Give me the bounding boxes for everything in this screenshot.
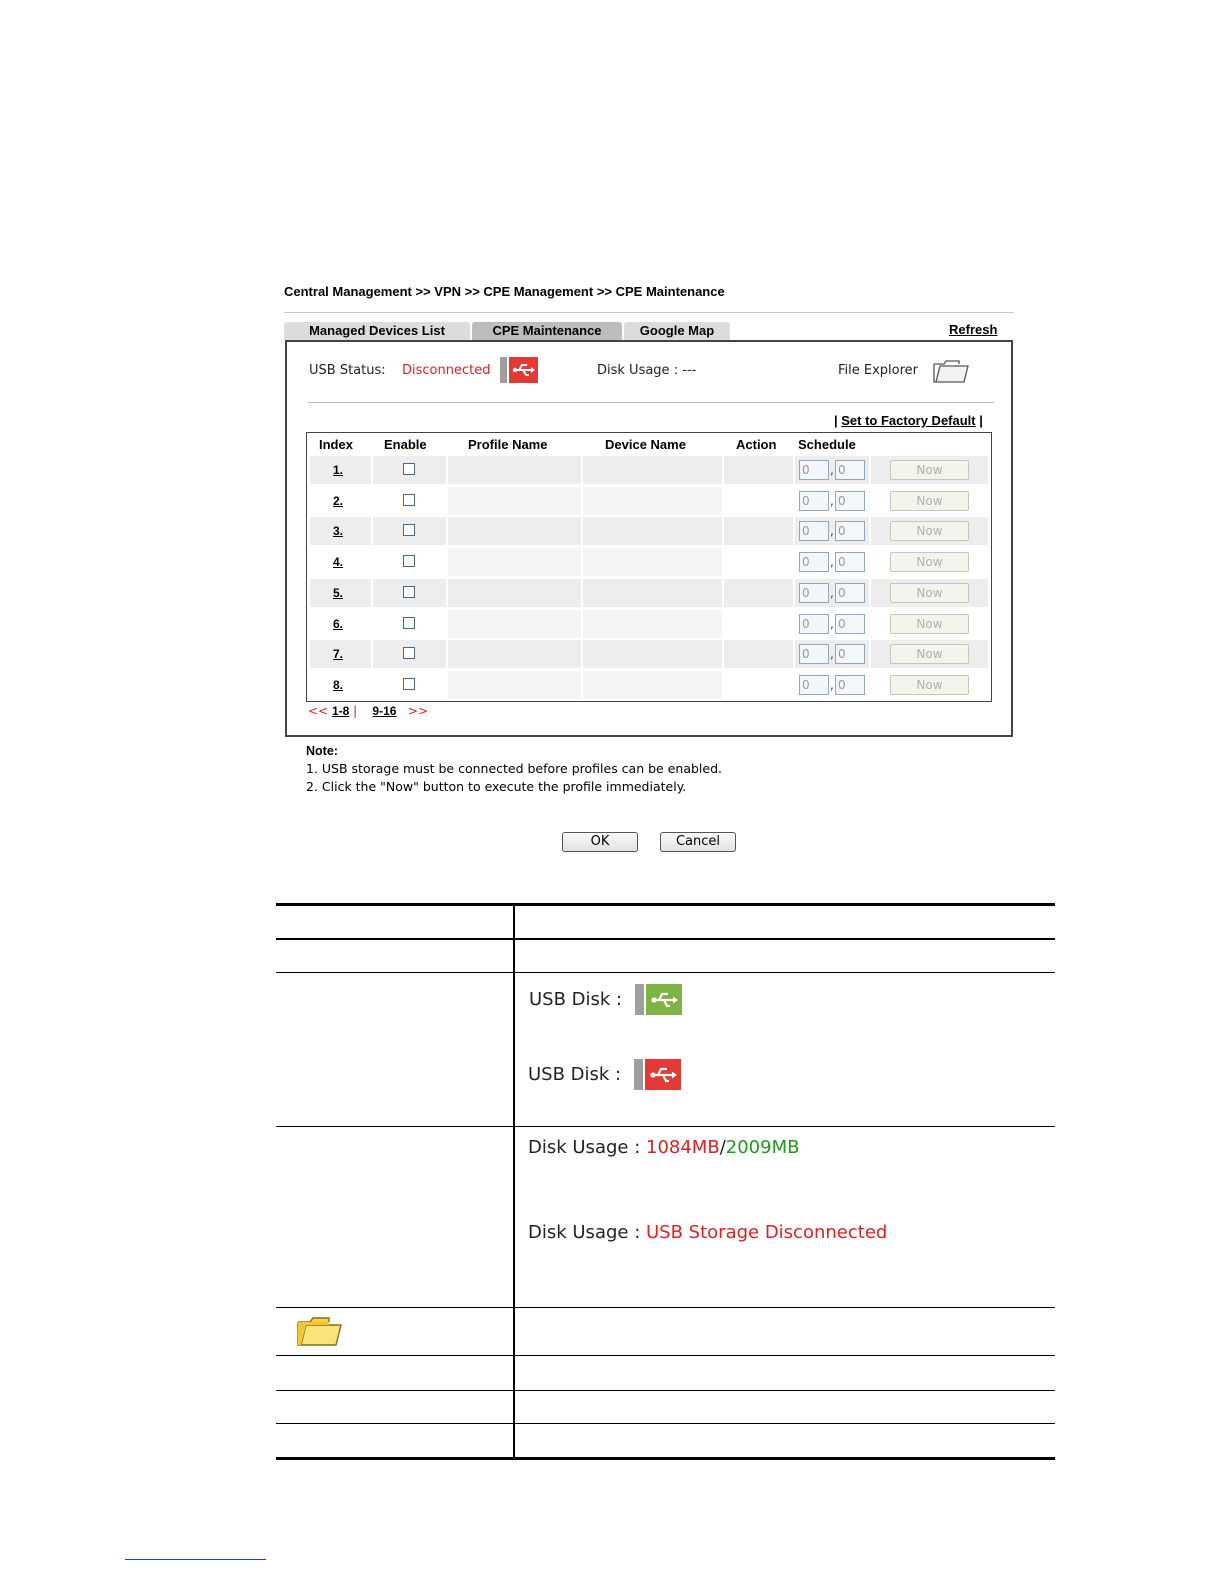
disk-usage-separator: /: [719, 1137, 726, 1158]
schedule-input-2[interactable]: 0: [835, 460, 865, 480]
schedule-separator: ,: [830, 678, 834, 692]
table-rule: [276, 938, 1055, 940]
now-button[interactable]: Now: [890, 583, 969, 603]
schedule-separator: ,: [830, 586, 834, 600]
schedule-input-1[interactable]: 0: [799, 552, 829, 572]
folder-yellow-icon: [296, 1316, 343, 1347]
table-cell: [448, 610, 581, 638]
note-title: Note:: [306, 744, 338, 758]
divider: [284, 312, 1014, 313]
schedule-separator: ,: [830, 617, 834, 631]
schedule-input-2[interactable]: 0: [835, 491, 865, 511]
separator: |: [834, 413, 838, 428]
row-index-link[interactable]: 2.: [333, 494, 344, 508]
table-cell: [583, 640, 722, 668]
enable-checkbox[interactable]: [403, 494, 415, 506]
row-index-link[interactable]: 7.: [333, 647, 344, 661]
disk-usage-example: [528, 1137, 799, 1158]
table-rule: [276, 1390, 1055, 1391]
table-cell: [448, 548, 581, 576]
table-rule: [276, 1307, 1055, 1308]
footnote-rule: [125, 1559, 266, 1560]
table-cell: [583, 671, 722, 699]
table-rule: [276, 972, 1055, 973]
note-block: [306, 742, 722, 796]
table-cell: [583, 579, 722, 607]
row-index-link[interactable]: 6.: [333, 617, 344, 631]
row-index-link[interactable]: 1.: [333, 463, 344, 477]
table-cell: [724, 456, 793, 484]
now-button[interactable]: Now: [890, 644, 969, 664]
enable-checkbox[interactable]: [403, 524, 415, 536]
set-factory-default-link[interactable]: Set to Factory Default: [841, 413, 976, 428]
schedule-input-1[interactable]: 0: [799, 460, 829, 480]
disk-usage-label: Disk Usage : ---: [597, 363, 697, 378]
enable-checkbox[interactable]: [403, 586, 415, 598]
disk-usage-label: Disk Usage :: [528, 1137, 641, 1158]
table-cell: [448, 456, 581, 484]
column-header-action: Action: [736, 437, 777, 452]
column-header-profile-name: Profile Name: [468, 437, 548, 452]
usb-disk-connected-label: USB Disk :: [529, 989, 623, 1010]
table-rule: [276, 903, 1055, 906]
schedule-input-1[interactable]: 0: [799, 491, 829, 511]
disk-total-value: 2009MB: [725, 1137, 800, 1158]
schedule-input-2[interactable]: 0: [835, 644, 865, 664]
divider: [308, 402, 994, 403]
table-cell: [583, 610, 722, 638]
ok-button[interactable]: OK: [562, 832, 638, 852]
folder-outline-icon[interactable]: [932, 358, 970, 384]
note-item: 1. USB storage must be connected before profiles can be enabled.: [306, 761, 722, 776]
usb-status-label: USB Status:: [309, 363, 386, 378]
schedule-separator: ,: [830, 463, 834, 477]
table-rule: [276, 1355, 1055, 1356]
enable-checkbox[interactable]: [403, 463, 415, 475]
breadcrumb: Central Management >> VPN >> CPE Management >> CPE Maintenance: [284, 284, 725, 299]
pager-separator: |: [353, 704, 358, 718]
now-button[interactable]: Now: [890, 614, 969, 634]
table-cell: [724, 517, 793, 545]
schedule-separator: ,: [830, 494, 834, 508]
table-column-rule: [513, 904, 515, 1459]
enable-checkbox[interactable]: [403, 647, 415, 659]
cancel-button[interactable]: Cancel: [660, 832, 736, 852]
schedule-input-2[interactable]: 0: [835, 675, 865, 695]
enable-checkbox[interactable]: [403, 555, 415, 567]
enable-checkbox[interactable]: [403, 678, 415, 690]
file-explorer-label: File Explorer: [838, 363, 919, 378]
disk-usage-disconnected: [528, 1222, 887, 1243]
disk-usage-disconnected-value: USB Storage Disconnected: [646, 1222, 888, 1243]
schedule-input-2[interactable]: 0: [835, 521, 865, 541]
schedule-input-1[interactable]: 0: [799, 675, 829, 695]
pager-next[interactable]: >>: [407, 704, 429, 718]
separator: |: [979, 413, 983, 428]
table-cell: [724, 579, 793, 607]
now-button[interactable]: Now: [890, 552, 969, 572]
factory-default-bar: [834, 413, 983, 428]
table-cell: [448, 579, 581, 607]
schedule-input-2[interactable]: 0: [835, 614, 865, 634]
usb-disconnected-icon: [634, 1059, 681, 1090]
row-index-link[interactable]: 3.: [333, 524, 344, 538]
row-index-link[interactable]: 5.: [333, 586, 344, 600]
schedule-input-1[interactable]: 0: [799, 583, 829, 603]
row-index-link[interactable]: 8.: [333, 678, 344, 692]
table-cell: [583, 548, 722, 576]
table-rule: [276, 1423, 1055, 1424]
tab-cpe-maintenance[interactable]: CPE Maintenance: [472, 322, 622, 340]
note-item: 2. Click the "Now" button to execute the profile immediately.: [306, 779, 687, 794]
column-header-enable: Enable: [384, 437, 427, 452]
usb-status-value: Disconnected: [402, 363, 491, 378]
disk-usage-label: Disk Usage :: [528, 1222, 641, 1243]
enable-checkbox[interactable]: [403, 617, 415, 629]
usb-disconnected-icon: [500, 357, 538, 383]
table-cell: [448, 487, 581, 515]
table-rule: [276, 1457, 1055, 1460]
table-cell: [583, 487, 722, 515]
table-cell: [448, 517, 581, 545]
schedule-input-2[interactable]: 0: [835, 583, 865, 603]
row-index-link[interactable]: 4.: [333, 555, 344, 569]
schedule-separator: ,: [830, 647, 834, 661]
schedule-input-2[interactable]: 0: [835, 552, 865, 572]
schedule-separator: ,: [830, 524, 834, 538]
column-header-schedule: Schedule: [798, 437, 856, 452]
pager-page-1-8[interactable]: 1-8: [331, 704, 350, 718]
usb-disk-disconnected-label: USB Disk :: [528, 1064, 622, 1085]
column-header-device-name: Device Name: [605, 437, 686, 452]
table-cell: [724, 640, 793, 668]
pagination: [308, 704, 428, 718]
table-cell: [583, 517, 722, 545]
tab-google-map[interactable]: Google Map: [624, 322, 730, 340]
disk-used-value: 1084MB: [646, 1137, 720, 1158]
pager-page-9-16[interactable]: 9-16: [372, 704, 397, 718]
table-rule: [276, 1126, 1055, 1127]
refresh-link[interactable]: Refresh: [949, 322, 998, 337]
table-cell: [448, 640, 581, 668]
column-header-index: Index: [319, 437, 353, 452]
usb-connected-icon: [635, 984, 682, 1015]
schedule-input-1[interactable]: 0: [799, 644, 829, 664]
table-cell: [448, 671, 581, 699]
now-button[interactable]: Now: [890, 460, 969, 480]
now-button[interactable]: Now: [890, 491, 969, 511]
pager-prev[interactable]: <<: [308, 704, 329, 718]
schedule-input-1[interactable]: 0: [799, 521, 829, 541]
now-button[interactable]: Now: [890, 521, 969, 541]
schedule-input-1[interactable]: 0: [799, 614, 829, 634]
table-cell: [583, 456, 722, 484]
schedule-separator: ,: [830, 555, 834, 569]
now-button[interactable]: Now: [890, 675, 969, 695]
tab-managed-devices-list[interactable]: Managed Devices List: [284, 322, 470, 340]
